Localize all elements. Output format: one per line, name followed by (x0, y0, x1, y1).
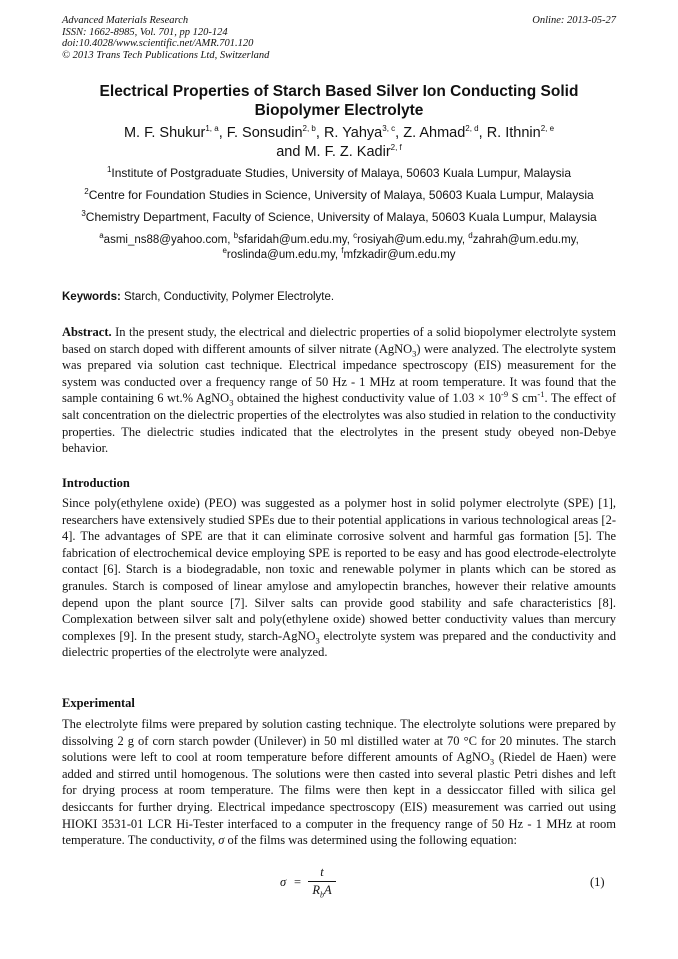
journal-header (62, 15, 616, 61)
email-separator: , (227, 234, 234, 246)
experimental-text: of the films was determined using the following equation: (224, 833, 518, 848)
subscript: 3 (489, 756, 495, 767)
email-mark: d (468, 231, 473, 241)
title-line-1: Electrical Properties of Starch Based Silver Ion Conducting Solid (99, 83, 579, 100)
author-name: R. Ithnin (486, 125, 541, 141)
experimental-text: The electrolyte films were prepared by solution casting technique. The electrolyte solutions were prepared by dissolving 2 g of corn starch powder (Unilever) in 50 ml distilled water at 70 °C for 20 minutes. The starch solutions were left to cool at room temperature before different amounts of AgNO (62, 717, 616, 765)
sigma-symbol: σ (218, 833, 225, 848)
author-affiliation-mark: 1, a (205, 124, 219, 134)
fraction-bar (308, 881, 336, 882)
equation-equals: = (294, 875, 302, 889)
keywords (62, 290, 616, 304)
author-affiliation-mark: 2, f (390, 143, 402, 153)
keywords-label: Keywords: (62, 291, 121, 303)
abstract-text: . The effect of salt concentration on the dielectric properties of the electrolytes was also studied in relation to the conductivity properties. The dielectric studies indicated that the electrolytes in the present study obeyed non-Debye behavior. (62, 391, 616, 456)
author-name: M. F. Z. Kadir (304, 144, 391, 160)
title-line-2: Biopolymer Electrolyte (254, 102, 424, 119)
superscript: -1 (537, 389, 545, 400)
equation-number: (1) (590, 875, 605, 889)
email-separator: , (575, 234, 579, 246)
email-mark: e (222, 245, 227, 255)
affiliation-text: Centre for Foundation Studies in Science, University of Malaya, 50603 Kuala Lumpur, Malaysia (88, 188, 594, 202)
abstract-text: obtained the highest conductivity value of 1.03 × 10 (233, 391, 501, 406)
email-link[interactable]: asmi_ns88@yahoo.com (103, 234, 228, 246)
email-line-2 (40, 245, 638, 263)
doi-line[interactable]: doi:10.4028/www.scientific.net/AMR.701.120 (62, 38, 254, 49)
author-line-2 (62, 143, 616, 162)
affiliation-2 (40, 188, 638, 202)
conductivity-equation (280, 865, 360, 905)
subscript: 3 (229, 397, 234, 408)
subscript: 3 (315, 635, 320, 646)
affiliation-3 (40, 210, 638, 224)
superscript: -9 (500, 389, 509, 400)
equation-lhs: σ (280, 875, 287, 889)
author-name: M. F. Shukur (123, 125, 206, 141)
author-name: R. Yahya (323, 125, 383, 141)
author-name: Z. Ahmad (403, 125, 466, 141)
author-and: and (276, 144, 305, 160)
affiliation-text: Institute of Postgraduate Studies, University of Malaya, 50603 Kuala Lumpur, Malaysia (111, 166, 572, 180)
email-link[interactable]: mfzkadir@um.edu.my (343, 248, 456, 261)
author-affiliation-mark: 2, e (540, 124, 555, 134)
email-mark: c (353, 231, 358, 241)
author-separator: , (218, 125, 227, 141)
email-link[interactable]: zahrah@um.edu.my (472, 234, 576, 246)
denominator-subscript: b (320, 890, 324, 900)
affiliation-mark: 3 (81, 209, 86, 218)
email-separator: , (334, 248, 342, 261)
denominator-r: R (312, 883, 320, 897)
email-mark: b (233, 231, 239, 241)
author-affiliation-mark: 3, c (382, 124, 396, 134)
author-name: F. Sonsudin (226, 125, 303, 141)
experimental-paragraph (62, 716, 616, 849)
affiliation-1 (40, 166, 638, 180)
abstract-text: S cm (508, 391, 538, 406)
experimental-text: (Riedel de Haen) were added and stirred until homogenous. The solutions were then casted into several plastic Petri dishes and left for drying process at room temperature. The films were then kept in a dessiccator filled with silica gel desiccants for further drying. Electrical impedance spectroscopy (EIS) measurement was carried out using HIOKI 3531-01 LCR Hi-Tester interfaced to a computer in the frequency range of 50 Hz - 1 MHz at room temperature. The conductivity, (62, 750, 616, 848)
author-separator: , (478, 125, 487, 141)
email-link[interactable]: roslinda@um.edu.my (226, 248, 335, 261)
journal-name: Advanced Materials Research (62, 15, 189, 26)
introduction-text: electrolyte system was prepared and the conductivity and dielectric properties of the electrolyte were analyzed. (62, 628, 616, 660)
introduction-text: Since poly(ethylene oxide) (PEO) was suggested as a polymer host in solid polymer electrolyte (SPE) [1], researchers have extensively studied SPEs due to their potential applications in various technological areas [2-4]. The advantages of SPE are that it can eliminate corrosive solvent and harmful gas formation [5]. The fabrication of electrochemical device employing SPE is reported to be easy and has good electrode-electrolyte contact [6]. Starch is a biodegradable, non toxic and renewable polymer in plants which can be stored as granules. Starch is composed of linear amylose and amylopectin branches, however their relative amounts depend upon the plant source [7]. Silver salts can provide good stability and safe characteristics [8]. Complexation between silver salt and poly(ethylene oxide) showed better conductivity values than mercury complexes [9]. In the present study, starch-AgNO (62, 496, 616, 643)
denominator-a: A (324, 883, 332, 897)
equation-denominator (308, 883, 336, 898)
paper-title (62, 82, 616, 120)
abstract-text: ) were analyzed. The electrolyte system was prepared via solution cast technique. Electrical impedance spectroscopy (EIS) measurement for the system was conducted over a frequency range of 50 Hz - 1 MHz at room temperature. It was found that the sample containing 6 wt.% AgNO (62, 341, 616, 406)
email-mark: a (99, 231, 104, 241)
email-line-1 (40, 233, 638, 248)
author-separator: , (395, 125, 404, 141)
email-link[interactable]: sfaridah@um.edu.my (238, 234, 347, 246)
author-separator: , (315, 125, 324, 141)
abstract-paragraph (62, 324, 616, 457)
affiliation-mark: 1 (106, 165, 112, 174)
abstract-text: In the present study, the electrical and dielectric properties of a solid biopolymer electrolyte system based on starch doped with different amounts of silver nitrate (AgNO (62, 325, 616, 356)
keywords-text: Starch, Conductivity, Polymer Electrolyte. (124, 291, 335, 303)
experimental-heading: Experimental (62, 696, 135, 710)
author-list (62, 124, 616, 162)
subscript: 3 (412, 348, 417, 359)
author-affiliation-mark: 2, d (465, 124, 479, 134)
online-date: Online: 2013-05-27 (532, 15, 616, 26)
copyright-line: © 2013 Trans Tech Publications Ltd, Switzerland (62, 49, 270, 61)
equation-fraction (308, 865, 336, 898)
author-line-1 (62, 124, 616, 143)
introduction-paragraph (62, 495, 616, 661)
equation-numerator: t (320, 865, 324, 879)
introduction-heading: Introduction (62, 476, 130, 490)
email-link[interactable]: rosiyah@um.edu.my (357, 234, 462, 246)
email-list (40, 233, 638, 262)
affiliation-mark: 2 (84, 187, 89, 196)
issn-line: ISSN: 1662-8985, Vol. 701, pp 120-124 (62, 26, 228, 38)
email-separator: , (461, 234, 469, 246)
email-mark: f (341, 245, 344, 255)
email-separator: , (346, 234, 354, 246)
affiliation-text: Chemistry Department, Faculty of Science, University of Malaya, 50603 Kuala Lumpur, Malaysia (85, 210, 597, 224)
author-affiliation-mark: 2, b (302, 124, 316, 134)
abstract-label: Abstract. (62, 325, 112, 339)
